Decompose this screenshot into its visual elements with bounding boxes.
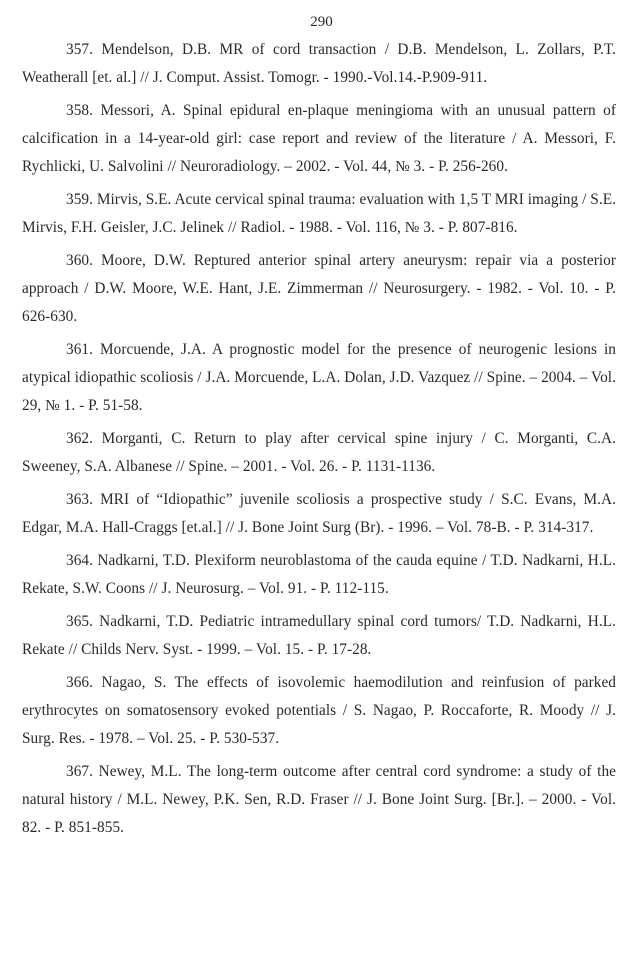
reference-item: 364. Nadkarni, T.D. Plexiform neuroblastoma of the cauda equine / T.D. Nadkarni, H.L. Rekate, S.W. Coons // J. Neurosurg. – Vol. 91. - P. 112-115. [22, 552, 616, 597]
page-number: 290 [310, 14, 333, 30]
reference-list [22, 36, 616, 847]
reference-item: 366. Nagao, S. The effects of isovolemic haemodilution and reinfusion of parked erythrocytes on somatosensory evoked potentials / S. Nagao, P. Roccaforte, R. Moody // J. Surg. Res. - 1978. – Vol. 25. - P. 530-537. [22, 674, 616, 747]
reference-item: 362. Morganti, C. Return to play after cervical spine injury / C. Morganti, C.A. Sweeney, S.A. Albanese // Spine. – 2001. - Vol. 26. - P. 1131-1136. [22, 430, 616, 475]
reference-item: 358. Messori, A. Spinal epidural en-plaque meningioma with an unusual pattern of calcification in a 14-year-old girl: case report and review of the literature / A. Messori, F. Rychlicki, U. Salvolini // Neuroradiology. – 2002. - Vol. 44, № 3. - P. 256-260. [22, 102, 616, 175]
reference-item: 365. Nadkarni, T.D. Pediatric intramedullary spinal cord tumors/ T.D. Nadkarni, H.L. Rekate // Childs Nerv. Syst. - 1999. – Vol. 15. - P. 17-28. [22, 613, 616, 658]
reference-item: 367. Newey, M.L. The long-term outcome after central cord syndrome: a study of the natural history / M.L. Newey, P.K. Sen, R.D. Fraser // J. Bone Joint Surg. [Br.]. – 2000. - Vol. 82. - P. 851-855. [22, 763, 616, 836]
reference-item: 363. MRI of “Idiopathic” juvenile scoliosis a prospective study / S.C. Evans, M.A. Edgar, M.A. Hall-Craggs [et.al.] // J. Bone Joint Surg (Br). - 1996. – Vol. 78-B. - P. 314-317. [22, 491, 616, 536]
reference-item: 361. Morcuende, J.A. A prognostic model for the presence of neurogenic lesions in atypical idiopathic scoliosis / J.A. Morcuende, L.A. Dolan, J.D. Vazquez // Spine. – 2004. – Vol. 29, № 1. - P. 51-58. [22, 341, 616, 414]
reference-item: 360. Moore, D.W. Reptured anterior spinal artery aneurysm: repair via a posterior approach / D.W. Moore, W.E. Hant, J.E. Zimmerman // Neurosurgery. - 1982. - Vol. 10. - P. 626-630. [22, 252, 616, 325]
reference-item: 359. Mirvis, S.E. Acute cervical spinal trauma: evaluation with 1,5 T MRI imaging / S.E. Mirvis, F.H. Geisler, J.C. Jelinek // Radiol. - 1988. - Vol. 116, № 3. - P. 807-816. [22, 191, 616, 236]
reference-item: 357. Mendelson, D.B. MR of cord transaction / D.B. Mendelson, L. Zollars, P.T. Weatherall [et. al.] // J. Comput. Assist. Tomogr. - 1990.-Vol.14.-P.909-911. [22, 41, 616, 86]
